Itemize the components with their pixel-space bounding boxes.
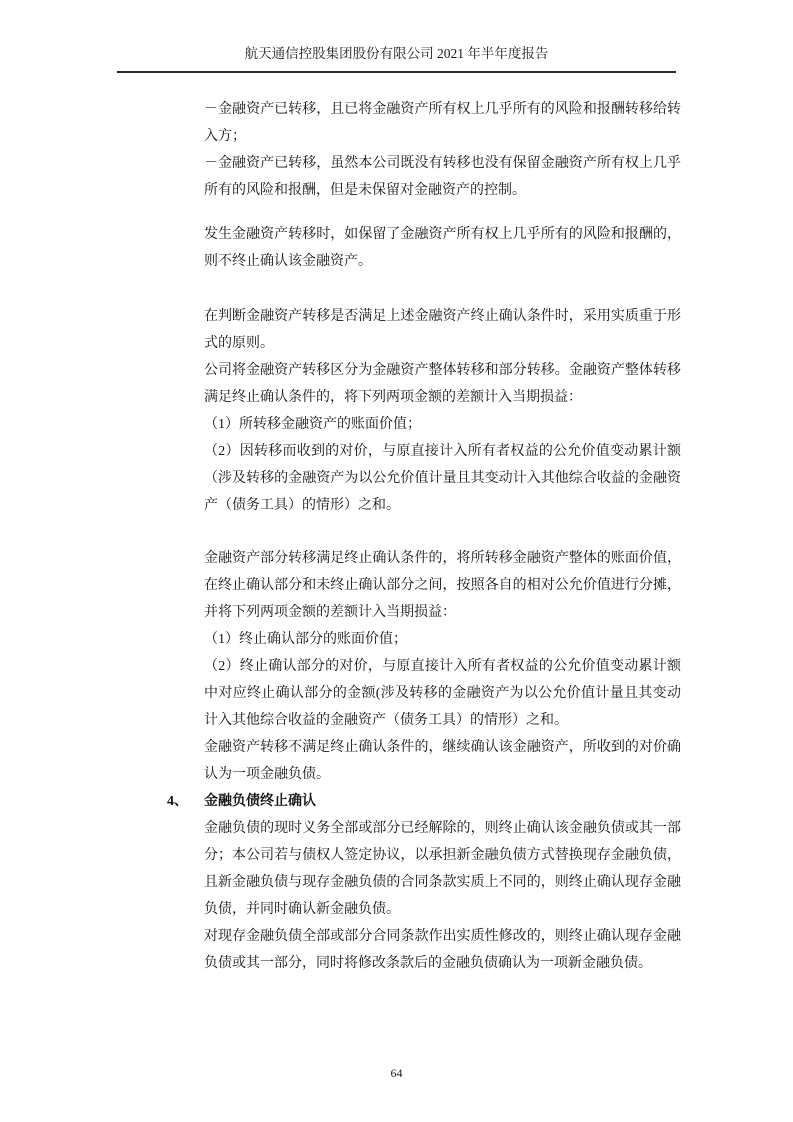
page-header (117, 46, 676, 73)
page-footer (117, 1066, 676, 1081)
section-title: 金融负债终止确认 (204, 794, 316, 809)
body-paragraph: （2）终止确认部分的对价，与原直接计入所有者权益的公允价值变动累计额中对应终止确认部分的金额(涉及转移的金融资产为以公允价值计量且其变动计入其他综合收益的金融资产（债务工具）的情形）之和。 (204, 659, 681, 728)
body-paragraph: （1）终止确认部分的账面价值； (204, 632, 407, 647)
body-paragraph: 金融资产部分转移满足终止确认条件的，将所转移金融资产整体的账面价值，在终止确认部分和未终止确认部分之间，按照各自的相对公允价值进行分摊，并将下列两项金额的差额计入当期损益： (204, 551, 681, 620)
body-paragraph: 在判断金融资产转移是否满足上述金融资产终止确认条件时，采用实质重于形式的原则。 (204, 309, 681, 351)
body-paragraph: 发生金融资产转移时，如保留了金融资产所有权上几乎所有的风险和报酬的，则不终止确认该金融资产。 (204, 227, 681, 269)
body-paragraph: －金融资产已转移，虽然本公司既没有转移也没有保留金融资产所有权上几乎所有的风险和报酬，但是未保留对金融资产的控制。 (204, 156, 681, 198)
body-paragraph: 公司将金融资产转移区分为金融资产整体转移和部分转移。金融资产整体转移满足终止确认条件的，将下列两项金额的差额计入当期损益： (204, 363, 681, 405)
page-number: 64 (390, 1066, 403, 1080)
section-heading (167, 788, 681, 815)
body-paragraph: 对现存金融负债全部或部分合同条款作出实质性修改的，则终止确认现存金融负债或其一部分，同时将修改条款后的金融负债确认为一项新金融负债。 (204, 929, 681, 971)
document-body (167, 96, 681, 977)
body-paragraph: 金融资产转移不满足终止确认条件的，继续确认该金融资产，所收到的对价确认为一项金融负债。 (204, 740, 681, 782)
body-paragraph: －金融资产已转移，且已将金融资产所有权上几乎所有的风险和报酬转移给转入方； (204, 102, 681, 144)
report-header-title: 航天通信控股集团股份有限公司 2021 年半年度报告 (244, 46, 549, 61)
body-paragraph: （2）因转移而收到的对价，与原直接计入所有者权益的公允价值变动累计额（涉及转移的金融资产为以公允价值计量且其变动计入其他综合收益的金融资产（债务工具）的情形）之和。 (204, 444, 681, 513)
body-paragraph: （1）所转移金融资产的账面价值； (204, 417, 421, 432)
section-number: 4、 (167, 794, 188, 809)
body-paragraph: 金融负债的现时义务全部或部分已经解除的，则终止确认该金融负债或其一部分；本公司若与债权人签定协议，以承担新金融负债方式替换现存金融负债，且新金融负债与现存金融负债的合同条款实质上不同的，则终止确认现存金融负债，并同时确认新金融负债。 (204, 821, 681, 917)
